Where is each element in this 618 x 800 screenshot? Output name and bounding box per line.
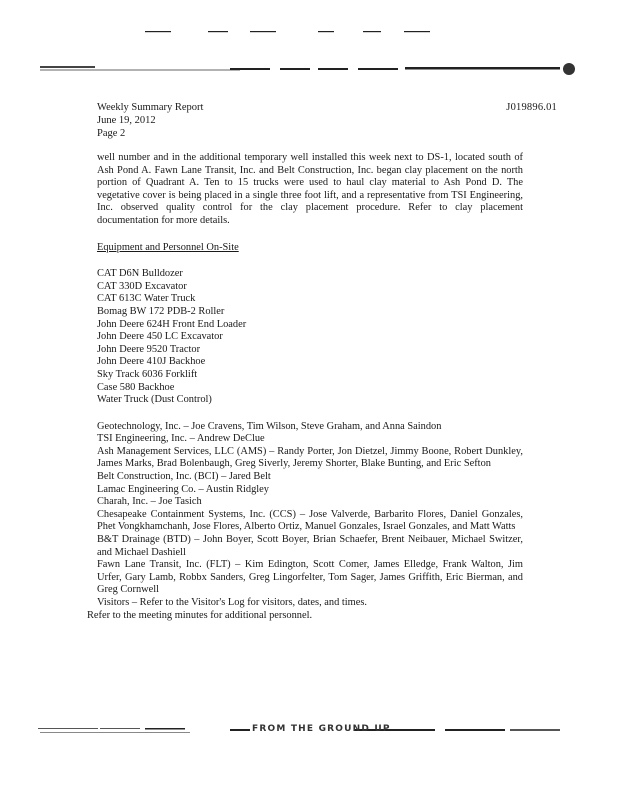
report-date: June 19, 2012 (97, 115, 156, 126)
personnel-entry: Geotechnology, Inc. – Joe Cravens, Tim Wilson, Steve Graham, and Anna Saindon (97, 420, 442, 432)
equipment-item: CAT 613C Water Truck (97, 293, 196, 305)
intro-paragraph: well number and in the additional temporary well installed this week next to DS-1, located south of Ash Pond A. Fawn Lane Transit, Inc. and Belt Construction, Inc. began clay placement on the north portion of Quadrant A. Ten to 15 trucks were used to haul clay material to Ash Pond D. The vegetative cover is being placed in a single three foot lift, and a representative from TSI Engineering, Inc. observed quality control for the clay placement procedure. Refer to clay placement documentation for more details. (97, 152, 523, 226)
header-rule (0, 60, 618, 80)
equipment-list (97, 268, 523, 407)
personnel-entry: Lamac Engineering Co. – Austin Ridgley (97, 483, 269, 495)
equipment-item: CAT 330D Excavator (97, 280, 187, 292)
footer-slogan: FROM THE GROUND UP (252, 724, 391, 734)
personnel-entry: Visitors – Refer to the Visitor's Log for visitors, dates, and times. (97, 597, 367, 608)
report-body (87, 152, 523, 622)
top-decorative-dashes (0, 30, 618, 34)
equipment-item: John Deere 9520 Tractor (97, 343, 201, 355)
equipment-item: Water Truck (Dust Control) (97, 394, 212, 406)
personnel-entry: Charah, Inc. – Joe Tasich (97, 496, 202, 508)
report-title: Weekly Summary Report (97, 102, 204, 113)
equipment-item: John Deere 450 LC Excavator (97, 331, 223, 343)
report-header (97, 101, 557, 140)
equipment-item: Sky Track 6036 Forklift (97, 368, 198, 380)
page-number: Page 2 (97, 128, 126, 139)
personnel-entry: B&T Drainage (BTD) – John Boyer, Scott Boyer, Brian Schaefer, Brent Neibauer, Michael Switzer, and Michael Dashiell (97, 534, 523, 558)
equipment-item: John Deere 624H Front End Loader (97, 318, 247, 330)
document-number: J019896.01 (506, 102, 557, 113)
personnel-entry: Fawn Lane Transit, Inc. (FLT) – Kim Edington, Scott Comer, James Elledge, Frank Walton, Jim Urfer, Gary Lamb, Robbx Sanders, Greg Lingorfelter, Tom Sager, James Griffith, Eric Bierman, and Greg Cornwell (97, 559, 523, 596)
equipment-item: Case 580 Backhoe (97, 381, 175, 393)
personnel-list (87, 420, 523, 623)
personnel-entry: Ash Management Services, LLC (AMS) – Randy Porter, Jon Dietzel, Jimmy Boone, Robert Dunkley, James Marks, Brad Bolenbaugh, Greg Siverly, Jeremy Shorter, Blake Bunting, and Eric Sefton (97, 445, 523, 470)
personnel-entry: Chesapeake Containment Systems, Inc. (CCS) – Jose Valverde, Barbarito Flores, Daniel Gonzales, Phet Vongkhamchanh, Jose Flores, Alberto Ortiz, Manuel Gonzales, Israel Gonzales, and Matt Watts (97, 508, 523, 533)
personnel-entry: TSI Engineering, Inc. – Andrew DeClue (97, 433, 265, 445)
equipment-item: CAT D6N Bulldozer (97, 268, 183, 280)
closing-line: Refer to the meeting minutes for additional personnel. (87, 609, 313, 621)
section-heading: Equipment and Personnel On-Site (97, 241, 239, 253)
personnel-entry: Belt Construction, Inc. (BCI) – Jared Belt (97, 471, 271, 483)
equipment-item: John Deere 410J Backhoe (97, 356, 206, 368)
equipment-item: Bomag BW 172 PDB-2 Roller (97, 305, 225, 317)
